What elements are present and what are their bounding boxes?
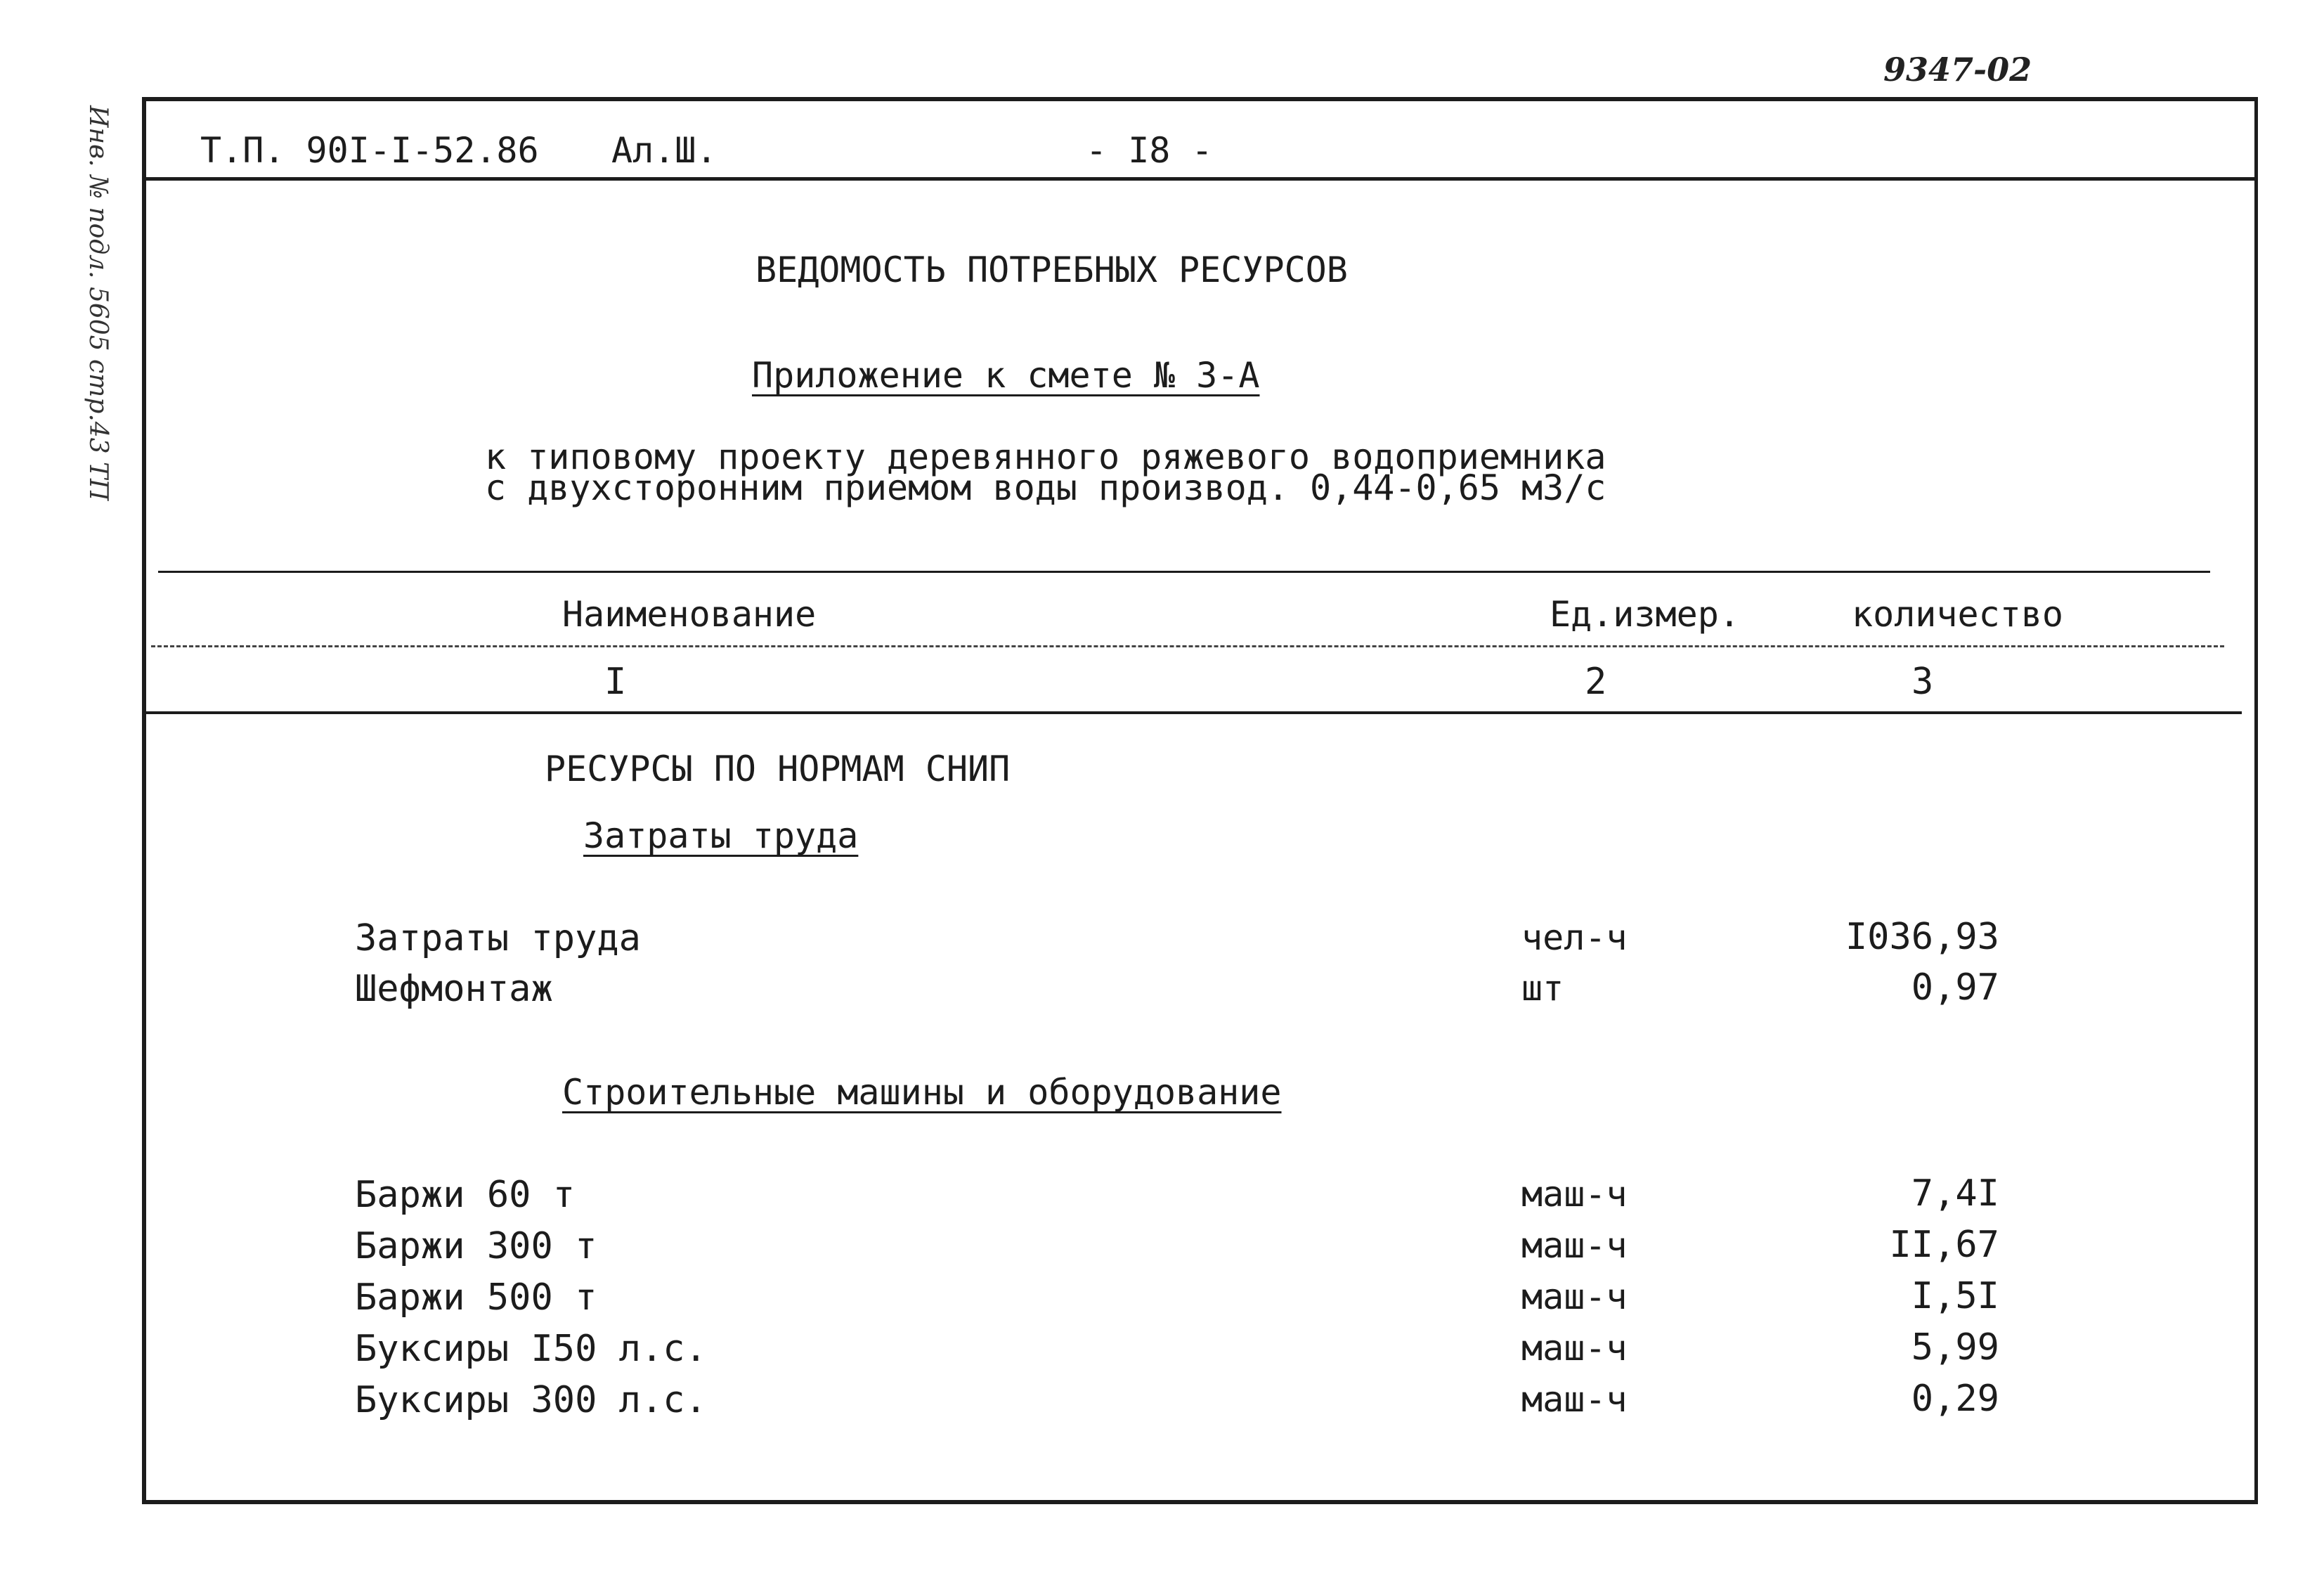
row-quantity: 0,97 [1911,966,1999,1009]
appendix-subtitle: Приложение к смете № 3-А [752,355,1260,396]
row-name: Буксиры I50 л.с. [355,1328,707,1370]
row-name: Баржи 300 т [355,1225,597,1267]
row-name: Затраты труда [355,917,641,959]
row-unit: маш-ч [1521,1276,1628,1317]
column-number-2: 2 [1585,661,1607,703]
column-number-1: I [604,661,627,703]
row-quantity: 0,29 [1911,1378,1999,1420]
row-quantity: 5,99 [1911,1326,1999,1369]
row-unit: маш-ч [1521,1379,1628,1420]
description-line-1: к типовому проекту деревянного ряжевого водоприемника [485,436,1606,477]
row-unit: маш-ч [1521,1174,1628,1215]
table-header-dashed-rule [151,645,2224,647]
table-top-rule [158,571,2210,573]
row-quantity: I,5I [1911,1275,1999,1317]
row-name: Шефмонтаж [355,968,553,1010]
header-divider [142,177,2254,181]
row-unit: маш-ч [1521,1225,1628,1266]
row-quantity: 7,4I [1911,1172,1999,1215]
column-header-quantity: количество [1852,594,2064,635]
album-number: Ал.Ш. [611,130,718,171]
group-title-labor: Затраты труда [583,815,859,856]
page-number: - I8 - [1086,130,1213,171]
column-header-unit: Ед.измер. [1550,594,1740,635]
row-name: Баржи 60 т [355,1174,576,1216]
row-unit: шт [1521,968,1564,1009]
row-unit: маш-ч [1521,1328,1628,1369]
row-name: Буксиры 300 л.с. [355,1379,707,1421]
group-title-machines: Строительные машины и оборудование [562,1072,1282,1113]
column-header-name: Наименование [562,594,817,635]
description-line-2: с двухсторонним приемом воды производ. 0,44-0,65 м3/с [485,467,1606,508]
project-code: Т.П. 90I-I-52.86 [200,130,539,171]
section-title: РЕСУРСЫ ПО НОРМАМ СНИП [545,749,1011,789]
document-number: 9347-02 [1883,51,2032,89]
document-title: ВЕДОМОСТЬ ПОТРЕБНЫХ РЕСУРСОВ [755,250,1348,290]
row-unit: чел-ч [1521,917,1628,958]
side-registration-note: Инв. № подл. 5605 стр.43 ТП [84,105,112,501]
table-head-bottom-rule [146,711,2242,714]
column-number-3: 3 [1911,661,1934,703]
row-quantity: II,67 [1889,1224,1999,1266]
project-description [485,436,1606,508]
row-quantity: I036,93 [1845,916,1999,958]
row-name: Баржи 500 т [355,1276,597,1319]
